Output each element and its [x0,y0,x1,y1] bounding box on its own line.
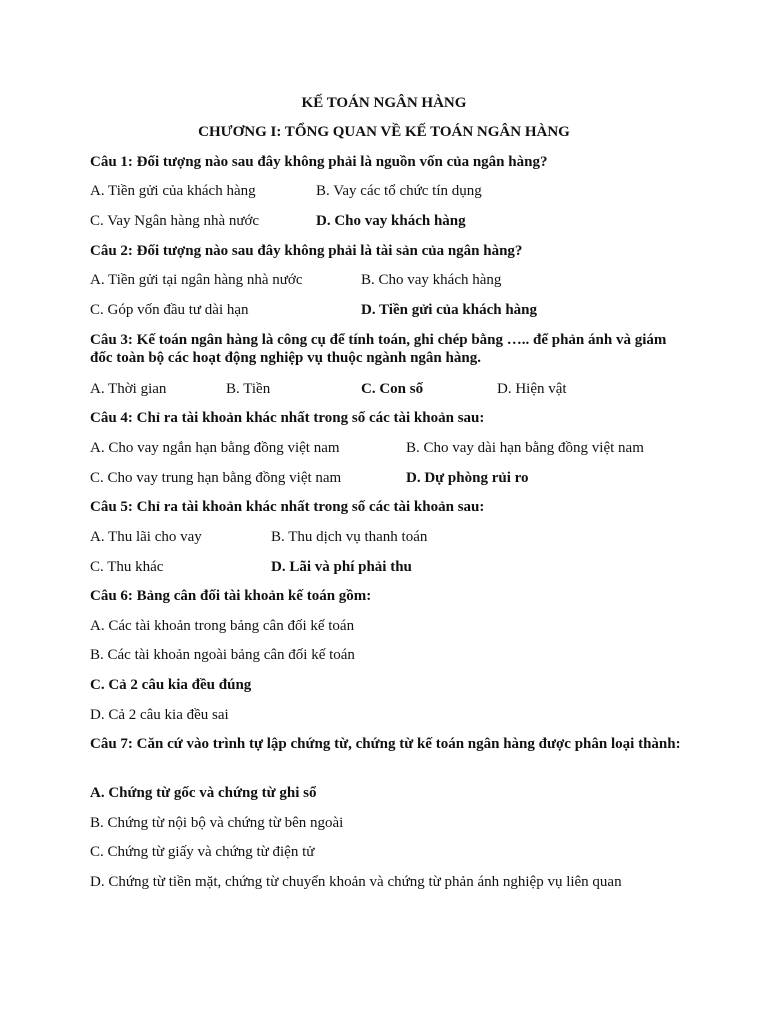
q5-option-c: C. Thu khác [90,559,164,575]
question-5: Câu 5: Chỉ ra tài khoản khác nhất trong số các tài khoản sau: [90,499,485,515]
q2-option-c: C. Góp vốn đầu tư dài hạn [90,302,249,318]
q2-option-d-correct: D. Tiền gửi của khách hàng [361,302,538,318]
question-4: Câu 4: Chỉ ra tài khoản khác nhất trong số các tài khoản sau: [90,410,485,426]
document-title: KẾ TOÁN NGÂN HÀNG [301,95,467,111]
q3-option-d: D. Hiện vật [497,381,567,397]
q7-option-a-correct: A. Chứng từ gốc và chứng từ ghi sổ [90,785,317,801]
chapter-title: CHƯƠNG I: TỔNG QUAN VỀ KẾ TOÁN NGÂN HÀNG [198,124,570,140]
q6-option-d: D. Cả 2 câu kia đều sai [90,707,229,723]
q4-option-d-correct: D. Dự phòng rủi ro [406,470,529,486]
q7-option-b: B. Chứng từ nội bộ và chứng từ bên ngoài [90,815,344,831]
question-3: Câu 3: Kế toán ngân hàng là công cụ để tính toán, ghi chép bằng ….. để phản ánh và giám đốc toàn bộ các hoạt động nghiệp vụ thuộc ngành ngân hàng. [90,332,667,366]
q3-option-b: B. Tiền [226,381,271,397]
q3-option-c-correct: C. Con số [361,381,424,397]
q1-option-d-correct: D. Cho vay khách hàng [316,213,466,229]
q6-option-a: A. Các tài khoản trong bảng cân đối kế toán [90,618,355,634]
question-2: Câu 2: Đối tượng nào sau đây không phải là tài sản của ngân hàng? [90,243,523,259]
q4-option-c: C. Cho vay trung hạn bằng đồng việt nam [90,470,342,486]
q7-option-d: D. Chứng từ tiền mặt, chứng từ chuyển khoản và chứng từ phản ánh nghiệp vụ liên quan [90,874,622,890]
q5-option-a: A. Thu lãi cho vay [90,529,202,545]
q5-option-b: B. Thu dịch vụ thanh toán [271,529,428,545]
q1-option-c: C. Vay Ngân hàng nhà nước [90,213,260,229]
q6-option-c-correct: C. Cả 2 câu kia đều đúng [90,677,252,693]
q2-option-a: A. Tiền gửi tại ngân hàng nhà nước [90,272,303,288]
q5-option-d-correct: D. Lãi và phí phải thu [271,559,412,575]
q6-option-b: B. Các tài khoản ngoài bảng cân đối kế toán [90,647,355,663]
q2-option-b: B. Cho vay khách hàng [361,272,502,288]
question-1: Câu 1: Đối tượng nào sau đây không phải là nguồn vốn của ngân hàng? [90,154,548,170]
question-7: Câu 7: Căn cứ vào trình tự lập chứng từ, chứng từ kế toán ngân hàng được phân loại thành: [90,736,681,752]
q1-option-b: B. Vay các tổ chức tín dụng [316,183,482,199]
q1-option-a: A. Tiền gửi của khách hàng [90,183,256,199]
q4-option-b: B. Cho vay dài hạn bằng đồng việt nam [406,440,644,456]
q4-option-a: A. Cho vay ngắn hạn bằng đồng việt nam [90,440,340,456]
q3-option-a: A. Thời gian [90,381,167,397]
question-6: Câu 6: Bảng cân đối tài khoản kế toán gồm: [90,588,372,604]
q7-option-c: C. Chứng từ giấy và chứng từ điện tử [90,844,315,860]
